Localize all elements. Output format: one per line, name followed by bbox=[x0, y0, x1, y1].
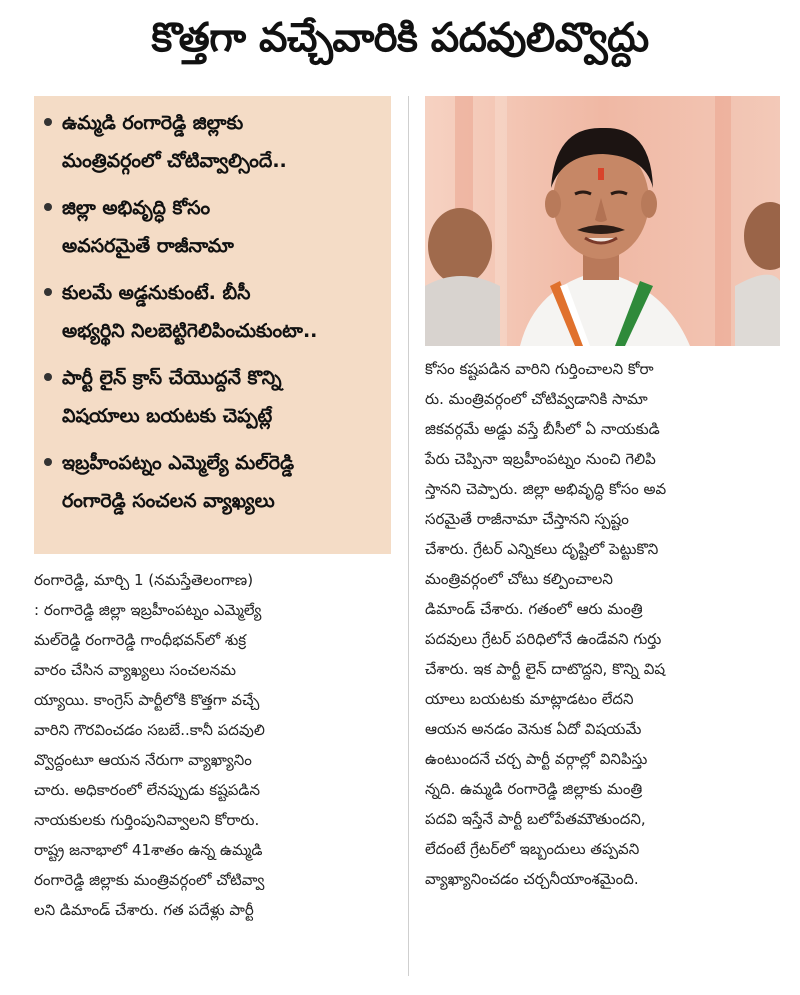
politician-photo bbox=[425, 96, 780, 346]
article-line: రాష్ట్ర జనాభాలో 41శాతం ఉన్న ఉమ్మడి bbox=[34, 841, 263, 859]
headline: కొత్తగా వచ్చేవారికి పదవులివ్వొద్దు bbox=[151, 15, 649, 61]
article-line: లని డిమాండ్ చేశారు. గత పదేళ్లు పార్టీ bbox=[34, 901, 254, 919]
article-line: నాయకులకు గుర్తింపునివ్వాలని కోరారు. bbox=[34, 811, 260, 829]
article-line: స్తానని చెప్పారు. జిల్లా అభివృద్ధి కోసం అవ bbox=[425, 480, 667, 498]
article-column-right bbox=[425, 354, 783, 894]
highlight-item bbox=[44, 359, 383, 435]
article-line: వ్వొద్దంటూ ఆయన నేరుగా వ్యాఖ్యానిం bbox=[34, 751, 252, 769]
bullet-icon bbox=[44, 288, 52, 296]
article-line: ఉంటుందనే చర్చ పార్టీ వర్గాల్లో వినిపిస్తు bbox=[425, 750, 648, 768]
bullet-icon bbox=[44, 373, 52, 381]
bullet-icon bbox=[44, 203, 52, 211]
highlight-text: ఇబ్రహీంపట్నం ఎమ్మెల్యే మల్‌రెడ్డి రంగారెడ్డి సంచలన వ్యాఖ్యలు bbox=[62, 452, 295, 512]
highlight-text: పార్టీ లైన్ క్రాస్ చేయొద్దనే కొన్ని విషయాలు బయటకు చెప్పట్లే bbox=[62, 367, 282, 427]
article-line: కోసం కష్టపడిన వారిని గుర్తించాలని కోరా bbox=[425, 360, 654, 378]
highlight-item bbox=[44, 104, 383, 180]
article-line: చేశారు. గ్రేటర్ ఎన్నికలు దృష్టిలో పెట్టుకొని bbox=[425, 540, 659, 558]
article-line: వారం చేసిన వ్యాఖ్యలు సంచలనమ bbox=[34, 661, 237, 679]
highlight-item bbox=[44, 274, 383, 350]
article-line: రు. మంత్రివర్గంలో చోటివ్వడానికి సామా bbox=[425, 390, 648, 408]
highlight-item bbox=[44, 189, 383, 265]
column-divider bbox=[408, 96, 409, 976]
highlight-text: కులమే అడ్డనుకుంటే. బీసీ అభ్యర్థిని నిలబెట్టిగెలిపించుకుంటా.. bbox=[62, 282, 318, 342]
article-column-left bbox=[34, 565, 396, 925]
article-line: లేదంటే గ్రేటర్‌లో ఇబ్బందులు తప్పవని bbox=[425, 840, 640, 858]
bullet-icon bbox=[44, 118, 52, 126]
article-line: యాలు బయటకు మాట్లాడటం లేదని bbox=[425, 690, 634, 708]
article-line: మల్‌రెడ్డి రంగారెడ్డి గాంధీభవన్‌లో శుక్ర bbox=[34, 631, 247, 649]
article-line: చేశారు. ఇక పార్టీ లైన్ దాటొద్దని, కొన్ని విష bbox=[425, 660, 666, 678]
article-line: ఆయన అనడం వెనుక ఏదో విషయమే bbox=[425, 720, 642, 738]
article-line: పదవి ఇస్తేనే పార్టీ బలోపేతమౌతుందని, bbox=[425, 810, 646, 828]
article-line: జికవర్గమే అడ్డు వస్తే బీసీలో ఏ నాయకుడి bbox=[425, 420, 660, 438]
highlights-box bbox=[34, 96, 391, 554]
article-line: మంత్రివర్గంలో చోటు కల్పించాలని bbox=[425, 570, 613, 588]
article-line: వ్యాఖ్యానించడం చర్చనీయాంశమైంది. bbox=[425, 870, 639, 888]
bullet-icon bbox=[44, 458, 52, 466]
article-line: సరమైతే రాజీనామా చేస్తానని స్పష్టం bbox=[425, 510, 629, 528]
article-line: వారిని గౌరవించడం సబబే..కానీ పదవులి bbox=[34, 721, 265, 739]
article-line: పదవులు గ్రేటర్ పరిధిలోనే ఉండేవని గుర్తు bbox=[425, 630, 662, 648]
article-line: పేరు చెప్పినా ఇబ్రహీంపట్నం నుంచి గెలిపి bbox=[425, 450, 656, 468]
highlight-text: ఉమ్మడి రంగారెడ్డి జిల్లాకు మంత్రివర్గంలో చోటివ్వాల్సిందే.. bbox=[62, 112, 287, 172]
article-line: న్నది. ఉమ్మడి రంగారెడ్డి జిల్లాకు మంత్రి bbox=[425, 780, 643, 798]
article-line: రంగారెడ్డి, మార్చి 1 (నమస్తేతెలంగాణ) bbox=[34, 571, 254, 589]
highlight-item bbox=[44, 444, 383, 520]
article-line: : రంగారెడ్డి జిల్లా ఇబ్రహీంపట్నం ఎమ్మెల్యే bbox=[34, 601, 262, 619]
article-line: రంగారెడ్డి జిల్లాకు మంత్రివర్గంలో చోటివ్వా bbox=[34, 871, 265, 889]
article-line: డిమాండ్ చేశారు. గతంలో ఆరు మంత్రి bbox=[425, 600, 643, 618]
article-line: య్యాయి. కాంగ్రెస్ పార్టీలోకి కొత్తగా వచ్చే bbox=[34, 691, 260, 709]
article-line: చారు. అధికారంలో లేనప్పుడు కష్టపడిన bbox=[34, 781, 261, 799]
highlight-text: జిల్లా అభివృద్ధి కోసం అవసరమైతే రాజీనామా bbox=[62, 197, 234, 257]
